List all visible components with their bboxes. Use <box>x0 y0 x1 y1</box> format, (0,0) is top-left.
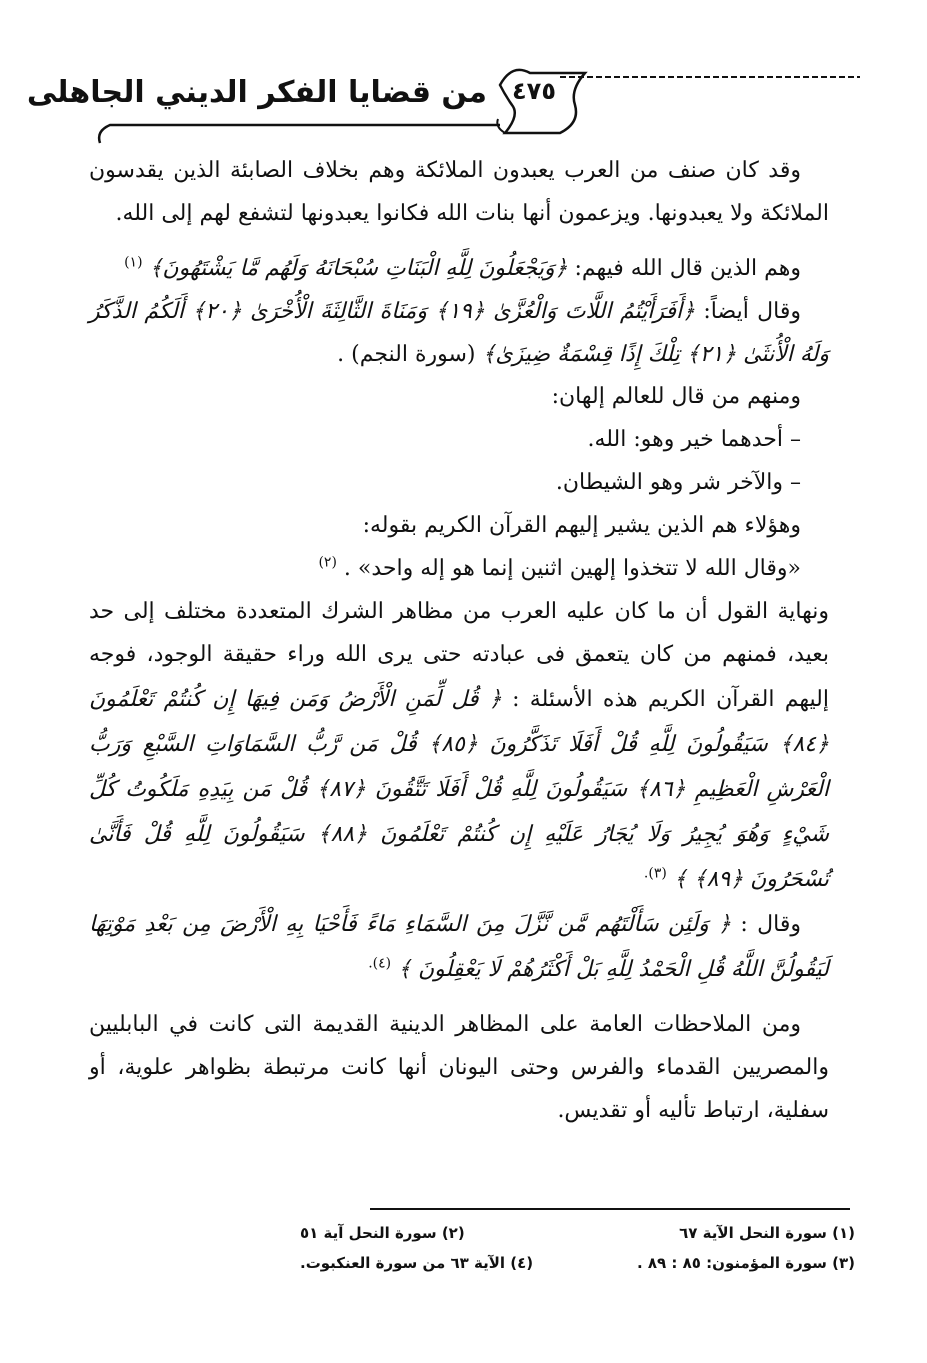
quran-quote: ﴿وَيَجْعَلُونَ لِلَّهِ الْبَنَاتِ سُبْحَانَهُ وَلَهُم مَّا يَشْتَهُونَ﴾ <box>149 255 568 281</box>
list-item-good: – أحدهما خير وهو: الله. <box>587 427 801 453</box>
footnote-row <box>300 1248 855 1278</box>
footnote-3: (٣) سورة المؤمنون: ٨٥ : ٨٩ . <box>636 1254 855 1272</box>
footnote-2: (٢) سورة النحل آية ٥١ <box>300 1224 465 1242</box>
list-item-evil: – والآخر شر وهو الشيطان. <box>555 470 801 496</box>
paragraph-rain-verse <box>89 902 829 992</box>
paragraph-quran-reference: وهؤلاء هم الذين يشير إليهم القرآن الكريم بقوله: <box>362 513 801 539</box>
footnote-ref-1: (١) <box>124 254 143 271</box>
footnote-row <box>300 1218 855 1248</box>
footnote-divider <box>370 1208 850 1210</box>
quran-quote: ﴿ وَلَئِن سَأَلْتَهُم مَّن نَّزَّلَ مِنَ السَّمَاءِ مَاءً فَأَحْيَا بِهِ الْأَرْضَ مِن بَعْدِ مَوْتِهَا لَيَقُولُنَّ اللَّهُ قُلِ الْحَمْدُ لِلَّهِ بَلْ أَكْثَرُهُمْ لَا يَعْقِلُونَ ﴾ <box>89 912 829 983</box>
paragraph-text: وهم الذين قال الله فيهم: <box>574 255 801 281</box>
footnote-4: (٤) الآية ٦٣ من سورة العنكبوت. <box>300 1254 534 1272</box>
footnote-1: (١) سورة النحل الآية ٦٧ <box>679 1224 855 1242</box>
paragraph-daughters-verse <box>89 248 829 291</box>
footnotes <box>300 1218 855 1278</box>
quran-quote: ﴿أَفَرَأَيْتُمُ اللَّاتَ وَالْعُزَّىٰ ﴿١٩﴾ وَمَنَاةَ الثَّالِثَةَ الْأُخْرَىٰ ﴿٢٠﴾ أَلَكُمُ الذَّكَرُ وَلَهُ الْأُنثَىٰ ﴿٢١﴾ تِلْكَ إِذًا قِسْمَةٌ ضِيزَىٰ﴾ <box>89 298 829 367</box>
paragraph-najm-verse <box>89 291 829 377</box>
paragraph-conclusion <box>89 591 829 902</box>
page-header <box>0 55 927 145</box>
quran-quote: ﴿ قُل لِّمَنِ الْأَرْضُ وَمَن فِيهَا إِن كُنتُمْ تَعْلَمُونَ ﴿٨٤﴾ سَيَقُولُونَ لِلَّهِ قُلْ أَفَلَا تَذَكَّرُونَ ﴿٨٥﴾ قُلْ مَن رَّبُّ السَّمَاوَاتِ السَّبْعِ وَرَبُّ الْعَرْشِ الْعَظِيمِ ﴿٨٦﴾ سَيَقُولُونَ لِلَّهِ قُلْ أَفَلَا تَتَّقُونَ ﴿٨٧﴾ قُلْ مَن بِيَدِهِ مَلَكُوتُ كُلِّ شَيْءٍ وَهُوَ يُجِيرُ وَلَا يُجَارُ عَلَيْهِ إِن كُنتُمْ تَعْلَمُونَ ﴿٨٨﴾ سَيَقُولُونَ لِلَّهِ قُلْ فَأَنَّىٰ تُسْحَرُونَ ﴿٨٩﴾ ﴾ <box>89 686 829 893</box>
running-title: من قضايا الفكر الديني الجاهلى <box>26 75 487 110</box>
paragraph-text: وقال : <box>740 912 802 938</box>
paragraph-two-gods-verse <box>89 548 829 591</box>
main-text <box>89 150 829 1133</box>
quote-text: «وقال الله لا تتخذوا إلهين اثنين إنما هو إله واحد» . <box>343 556 801 582</box>
paragraph-text: ونهاية القول أن ما كان عليه العرب من مظاهر الشرك المتعددة مختلف إلى حد بعيد، فمنهم من كان يتعمق فى عبادته حتى يرى الله وراء حقيقة الوجود، فوجه إليهم القرآن الكريم هذه الأسئلة : <box>89 598 830 712</box>
surah-source: (سورة النجم) . <box>337 341 476 367</box>
footnote-ref-2: (٢) <box>318 554 337 571</box>
footnote-ref-4: (٤). <box>368 955 392 972</box>
paragraph-ancient-religions: ومن الملاحظات العامة على المظاهر الدينية القديمة التى كانت في البابليين والمصريين القدماء والفرس وحتى اليونان أنها كانت مرتبطة بظواهر علوية، أو سفلية، ارتباط تأليه أو تقديس. <box>89 1012 829 1124</box>
paragraph-text: وقال أيضاً: <box>703 298 801 324</box>
footnote-ref-3: (٣). <box>643 865 667 882</box>
paragraph-angels: وقد كان صنف من العرب يعبدون الملائكة وهم بخلاف الصابئة الذين يقدسون الملائكة ولا يعبدونها. ويزعمون أنها بنات الله فكانوا يعبدونها لتشفع لهم إلى الله. <box>89 158 829 226</box>
paragraph-two-gods: ومنهم من قال للعالم إلهان: <box>551 384 801 410</box>
page-number: ٤٧٥ <box>512 77 556 105</box>
